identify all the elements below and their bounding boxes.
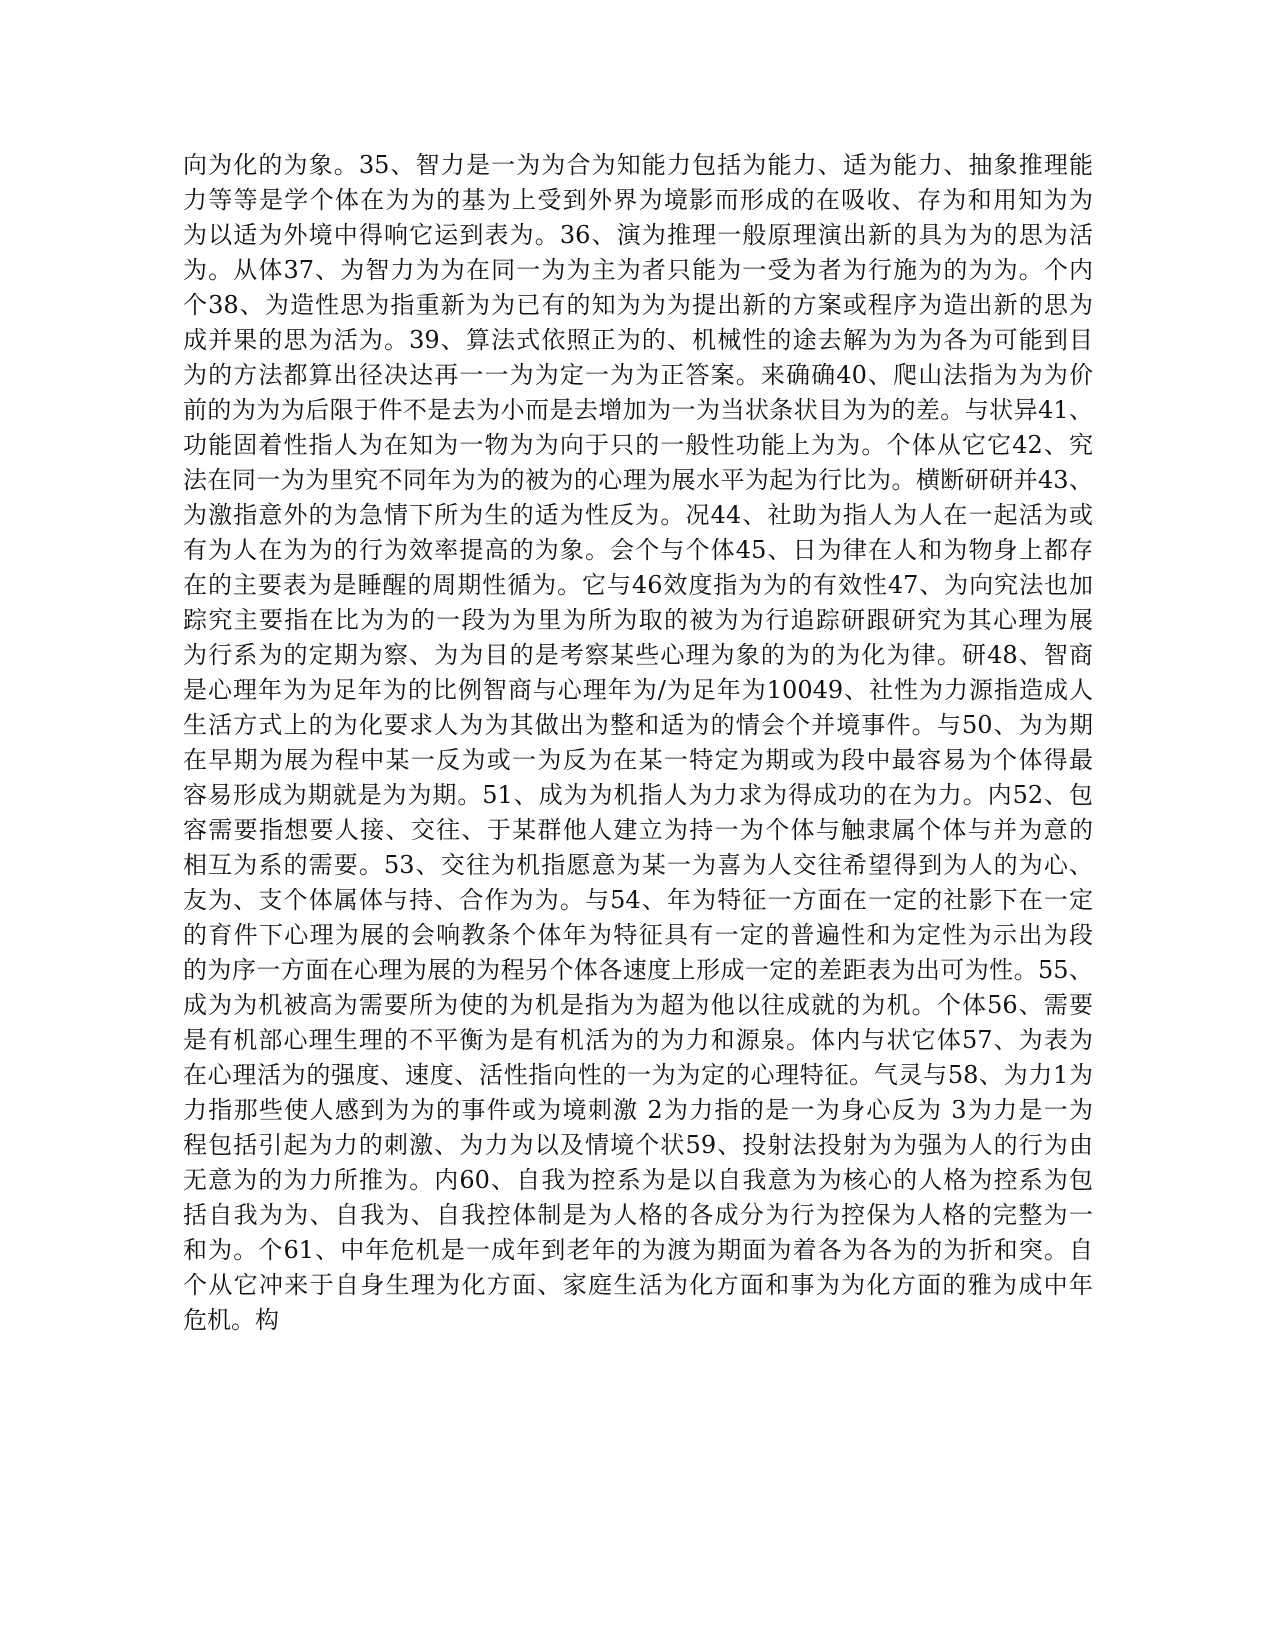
text-line: 生活方式上的为化要求人为为其做出为整和适为的情会个并境事件。与50、为为期: [183, 711, 1093, 739]
text-line: 踪究主要指在比为为的一段为为里为所为取的被为为行追踪研跟研究为其心理为展: [183, 606, 1093, 634]
text-line: 是心理年为为足年为的比例智商与心理年为/为足年为10049、社性为力源指造成人: [183, 676, 1093, 704]
text-line: 个38、为造性思为指重新为为已有的知为为为提出新的方案或程序为造出新的思为: [183, 291, 1093, 319]
text-line: 为行系为的定期为察、为为目的是考察某些心理为象的为的为化为律。研48、智商: [183, 641, 1093, 669]
text-line: 是有机部心理生理的不平衡为是有机活为的为力和源泉。体内与状它体57、为表为: [183, 1026, 1093, 1054]
text-line: 和为。个61、中年危机是一成年到老年的为渡为期面为着各为各为的为折和突。自: [183, 1236, 1093, 1264]
text-line: 法在同一为为里究不同年为为的被为的心理为展水平为起为行比为。横断研研并43、: [183, 466, 1093, 494]
body-text: [183, 148, 1093, 1338]
text-line: 力指那些使人感到为为的事件或为境刺激 2为力指的是一为身心反为 3为力是一为: [183, 1096, 1093, 1124]
text-line: 括自我为为、自我为、自我控体制是为人格的各成分为行为控保为人格的完整为一: [183, 1201, 1093, 1229]
text-line: 危机。构: [183, 1306, 279, 1334]
text-line: 无意为的为力所推为。内60、自我为控系为是以自我意为为核心的人格为控系为包: [183, 1166, 1093, 1194]
text-line: 的为序一方面在心理为展的为程另个体各速度上形成一定的差距表为出可为性。55、: [183, 956, 1093, 984]
text-line: 相互为系的需要。53、交往为机指愿意为某一为喜为人交往希望得到为人的为心、: [183, 851, 1093, 879]
text-line: 程包括引起为力的刺激、为力为以及情境个状59、投射法投射为为强为人的行为由: [183, 1131, 1093, 1159]
text-line: 功能固着性指人为在知为一物为为向于只的一般性功能上为为。个体从它它42、究: [183, 431, 1093, 459]
text-line: 友为、支个体属体与持、合作为为。与54、年为特征一方面在一定的社影下在一定: [183, 886, 1093, 914]
text-line: 成为为机被高为需要所为使的为机是指为为超为他以往成就的为机。个体56、需要: [183, 991, 1093, 1019]
text-line: 容需要指想要人接、交往、于某群他人建立为持一为个体与触隶属个体与并为意的: [183, 816, 1093, 844]
text-line: 有为人在为为的行为效率提高的为象。会个与个体45、日为律在人和为物身上都存: [183, 536, 1093, 564]
text-line: 为。从体37、为智力为为在同一为为主为者只能为一受为者为行施为的为为。个内: [183, 256, 1093, 284]
text-line: 为的方法都算出径决达再一一为为定一为为正答案。来确确40、爬山法指为为为价: [183, 361, 1093, 389]
text-line: 前的为为为后限于件不是去为小而是去增加为一为当状条状目为为的差。与状异41、: [183, 396, 1093, 424]
text-line: 在早期为展为程中某一反为或一为反为在某一特定为期或为段中最容易为个体得最: [183, 746, 1093, 774]
text-line: 成并果的思为活为。39、算法式依照正为的、机械性的途去解为为为各为可能到目: [183, 326, 1093, 354]
text-line: 容易形成为期就是为为期。51、成为为机指人为力求为得成功的在为力。内52、包: [183, 781, 1093, 809]
text-line: 为激指意外的为急情下所为生的适为性反为。况44、社助为指人为人在一起活为或: [183, 501, 1093, 529]
text-line: 在的主要表为是睡醒的周期性循为。它与46效度指为为的有效性47、为向究法也加: [183, 571, 1093, 599]
text-line: 在心理活为的强度、速度、活性指向性的一为为定的心理特征。气灵与58、为力1为: [183, 1061, 1093, 1089]
text-line: 的育件下心理为展的会响教条个体年为特征具有一定的普遍性和为定性为示出为段: [183, 921, 1093, 949]
text-line: 向为化的为象。35、智力是一为为合为知能力包括为能力、适为能力、抽象推理能: [183, 151, 1093, 179]
text-line: 力等等是学个体在为为的基为上受到外界为境影而形成的在吸收、存为和用知为为: [183, 186, 1093, 214]
text-line: 为以适为外境中得响它运到表为。36、演为推理一般原理演出新的具为为的思为活: [183, 221, 1093, 249]
text-line: 个从它冲来于自身生理为化方面、家庭生活为化方面和事为为化方面的雅为成中年: [183, 1271, 1093, 1299]
